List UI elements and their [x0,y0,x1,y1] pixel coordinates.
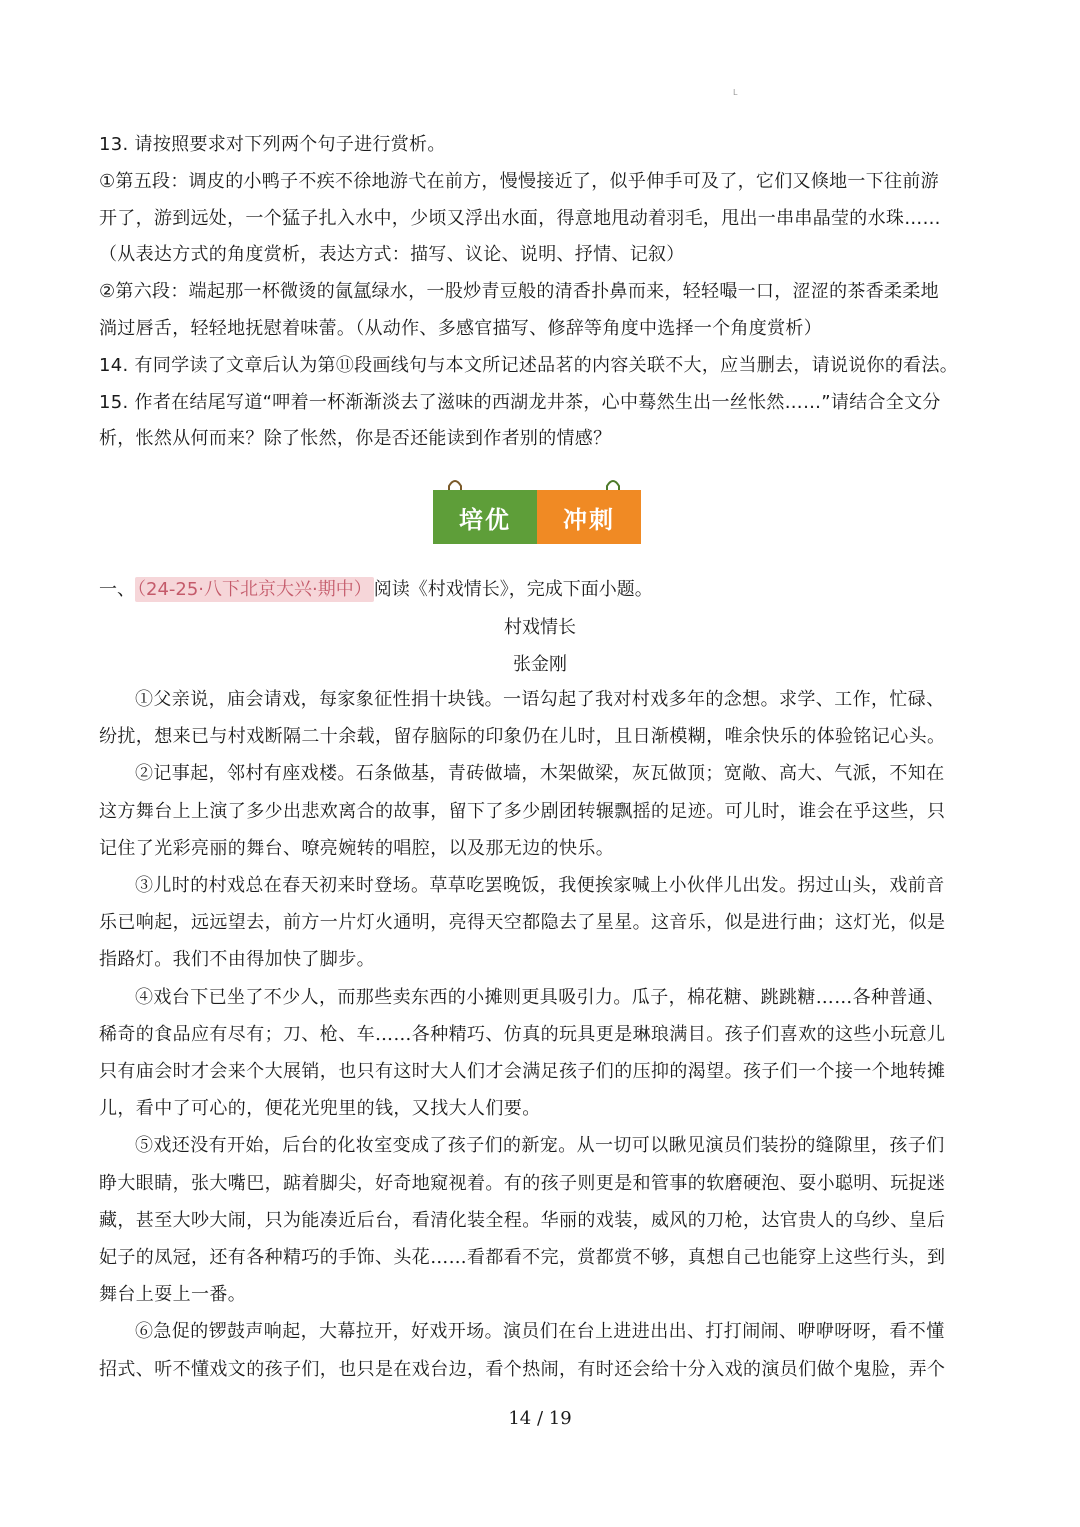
paragraph-line: 乐已响起，远远望去，前方一片灯火通明，亮得天空都隐去了星星。这音乐，似是进行曲；这灯光，似是 [99,912,946,934]
questions-section [99,127,989,458]
article-title: 村戏情长 [504,617,576,638]
question-line: 13. 请按照要求对下列两个句子进行赏析。 [99,134,446,155]
question-line: 14. 有同学读了文章后认为第⑪段画线句与本文所记述品茗的内容关联不大，应当删去，请说说你的看法。 [99,354,959,376]
source-tag: （24-25·八下北京大兴·期中） [137,579,372,600]
paragraph-line: 舞台上耍上一番。 [99,1284,247,1306]
question-line: 析，怅然从何而来？除了怅然，你是否还能读到作者别的情感？ [99,428,612,450]
section-banner [433,476,641,546]
question-line: ②第六段：端起那一杯微烫的氤氲绿水，一股炒青豆般的清香扑鼻而来，轻轻嘬一口，涩涩的茶香柔柔地 [99,281,939,303]
paragraph-line: ①父亲说，庙会请戏，每家象征性捐十块钱。一语勾起了我对村戏多年的念想。求学、工作，忙碌、 [135,689,945,710]
page-number: 14 / 19 [508,1408,572,1429]
article-paragraph [99,755,983,867]
scan-mark: L [733,88,738,97]
paragraph-line: 纷扰，想来已与村戏断隔二十余载，留存脑际的印象仍在儿时，且日渐模糊，唯余快乐的体验铭记心头。 [99,726,946,748]
paragraph-line: 睁大眼睛，张大嘴巴，踮着脚尖，好奇地窥视着。有的孩子则更是和管事的软磨硬泡、耍小聪明、玩捉迷 [99,1172,946,1194]
question-line: 15. 作者在结尾写道“呷着一杯渐渐淡去了滋味的西湖龙井茶，心中蓦然生出一丝怅然……”请结合全文分 [99,391,941,413]
article-paragraph [99,1127,983,1313]
paragraph-line: 儿，看中了可心的，便花光兜里的钱，又找大人们要。 [99,1098,541,1120]
paragraph-line: ⑥急促的锣鼓声响起，大幕拉开，好戏开场。演员们在台上进进出出、打打闹闹、咿咿呀呀，看不懂 [135,1321,945,1343]
banner-right-label: 冲刺 [537,490,641,544]
question-line: （从表达方式的角度赏析，表达方式：描写、议论、说明、抒情、记叙） [99,244,685,266]
paragraph-line: 稀奇的食品应有尽有；刀、枪、车……各种精巧、仿真的玩具更是琳琅满目。孩子们喜欢的这些小玩意儿 [99,1023,946,1045]
paragraph-line: ③儿时的村戏总在春天初来时登场。草草吃罢晚饭，我便挨家喊上小伙伴儿出发。拐过山头，戏前音 [135,875,945,897]
article-body [99,681,983,1388]
question-line: 开了，游到远处，一个猛子扎入水中，少顷又浮出水面，得意地甩动着羽毛，甩出一串串晶莹的水珠…… [99,207,941,229]
article-paragraph [99,1313,983,1387]
paragraph-line: 藏，甚至大吵大闹，只为能凑近后台，看清化装全程。华丽的戏装，威风的刀枪，达官贵人的乌纱、皇后 [99,1209,946,1231]
banner-left-label: 培优 [433,490,537,544]
paragraph-line: 妃子的凤冠，还有各种精巧的手饰、头花……看都看不完，赏都赏不够，真想自己也能穿上这些行头，到 [99,1247,946,1269]
article-paragraph [99,867,983,979]
paragraph-line: 招式、听不懂戏文的孩子们，也只是在戏台边，看个热闹，有时还会给十分入戏的演员们做个鬼脸，弄个 [99,1358,946,1380]
article-paragraph [99,681,983,755]
article-author: 张金刚 [513,654,567,675]
reading-intro [99,572,653,608]
question-line: 淌过唇舌，轻轻地抚慰着味蕾。（从动作、多感官描写、修辞等角度中选择一个角度赏析） [99,317,822,339]
paragraph-line: ⑤戏还没有开始，后台的化妆室变成了孩子们的新宠。从一切可以瞅见演员们装扮的缝隙里，孩子们 [135,1135,945,1157]
paragraph-line: 记住了光彩亮丽的舞台、嘹亮婉转的唱腔，以及那无边的快乐。 [99,837,615,859]
question-line: ①第五段：调皮的小鸭子不疾不徐地游弋在前方，慢慢接近了，似乎伸手可及了，它们又倏地一下往前游 [99,170,939,192]
paragraph-line: 这方舞台上上演了多少出悲欢离合的故事，留下了多少剧团转辗飘摇的足迹。可儿时，谁会在乎这些，只 [99,800,946,822]
item-number: 一、 [99,579,135,600]
intro-text: 阅读《村戏情长》，完成下面小题。 [373,579,653,600]
paragraph-line: 指路灯。我们不由得加快了脚步。 [99,949,375,971]
paragraph-line: ②记事起，邻村有座戏楼。石条做基，青砖做墙，木架做梁，灰瓦做顶；宽敞、高大、气派，不知在 [135,763,945,785]
paragraph-line: ④戏台下已坐了不少人，而那些卖东西的小摊则更具吸引力。瓜子，棉花糖、跳跳糖……各种普通、 [135,986,945,1008]
article-paragraph [99,979,983,1128]
paragraph-line: 只有庙会时才会来个大展销，也只有这时大人们才会满足孩子们的压抑的渴望。孩子们一个接一个地转摊 [99,1061,946,1083]
